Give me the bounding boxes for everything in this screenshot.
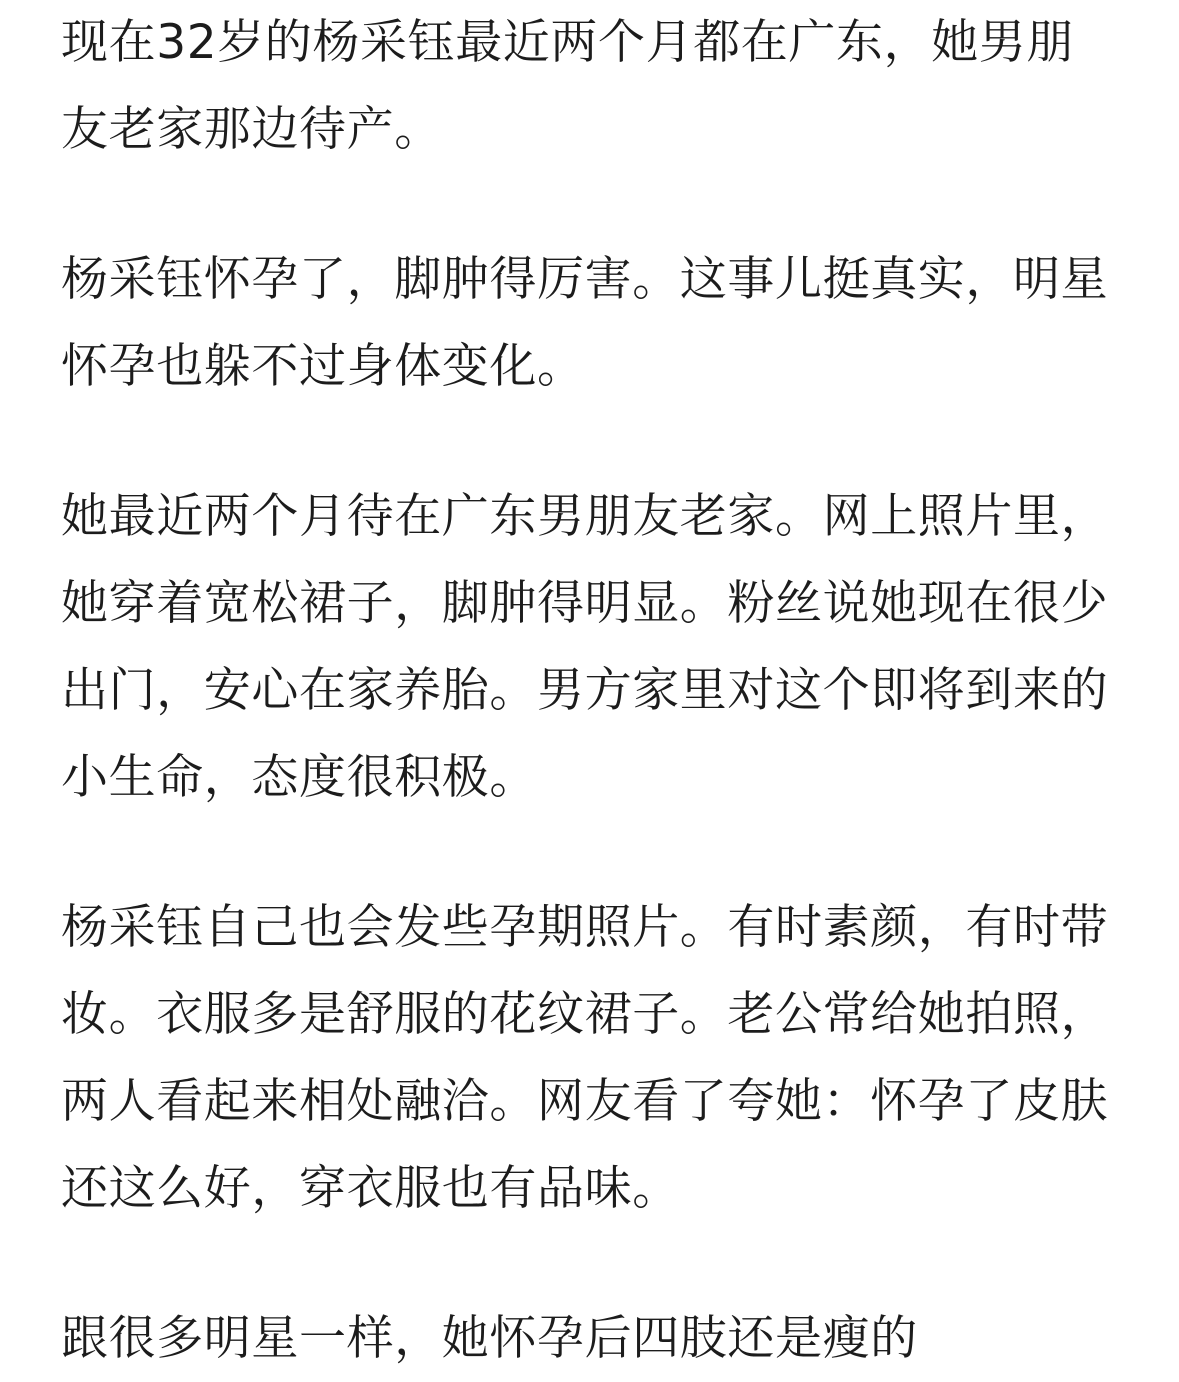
article-paragraph-4: 杨采钰自己也会发些孕期照片。有时素颜，有时带妆。衣服多是舒服的花纹裙子。老公常给她拍照，两人看起来相处融洽。网友看了夸她：怀孕了皮肤还这么好，穿衣服也有品味。	[61, 900, 1109, 1216]
article-paragraph-2: 杨采钰怀孕了，脚肿得厉害。这事儿挺真实，明星怀孕也躲不过身体变化。	[61, 252, 1109, 394]
article-paragraph-5: 跟很多明星一样，她怀孕后四肢还是瘦的	[61, 1311, 918, 1366]
article-paragraph-3: 她最近两个月待在广东男朋友老家。网上照片里，她穿着宽松裙子，脚肿得明显。粉丝说她现在很少出门，安心在家养胎。男方家里对这个即将到来的小生命，态度很积极。	[61, 489, 1109, 805]
article-body	[61, 0, 1121, 1382]
article-paragraph-1: 现在32岁的杨采钰最近两个月都在广东，她男朋友老家那边待产。	[61, 15, 1075, 157]
